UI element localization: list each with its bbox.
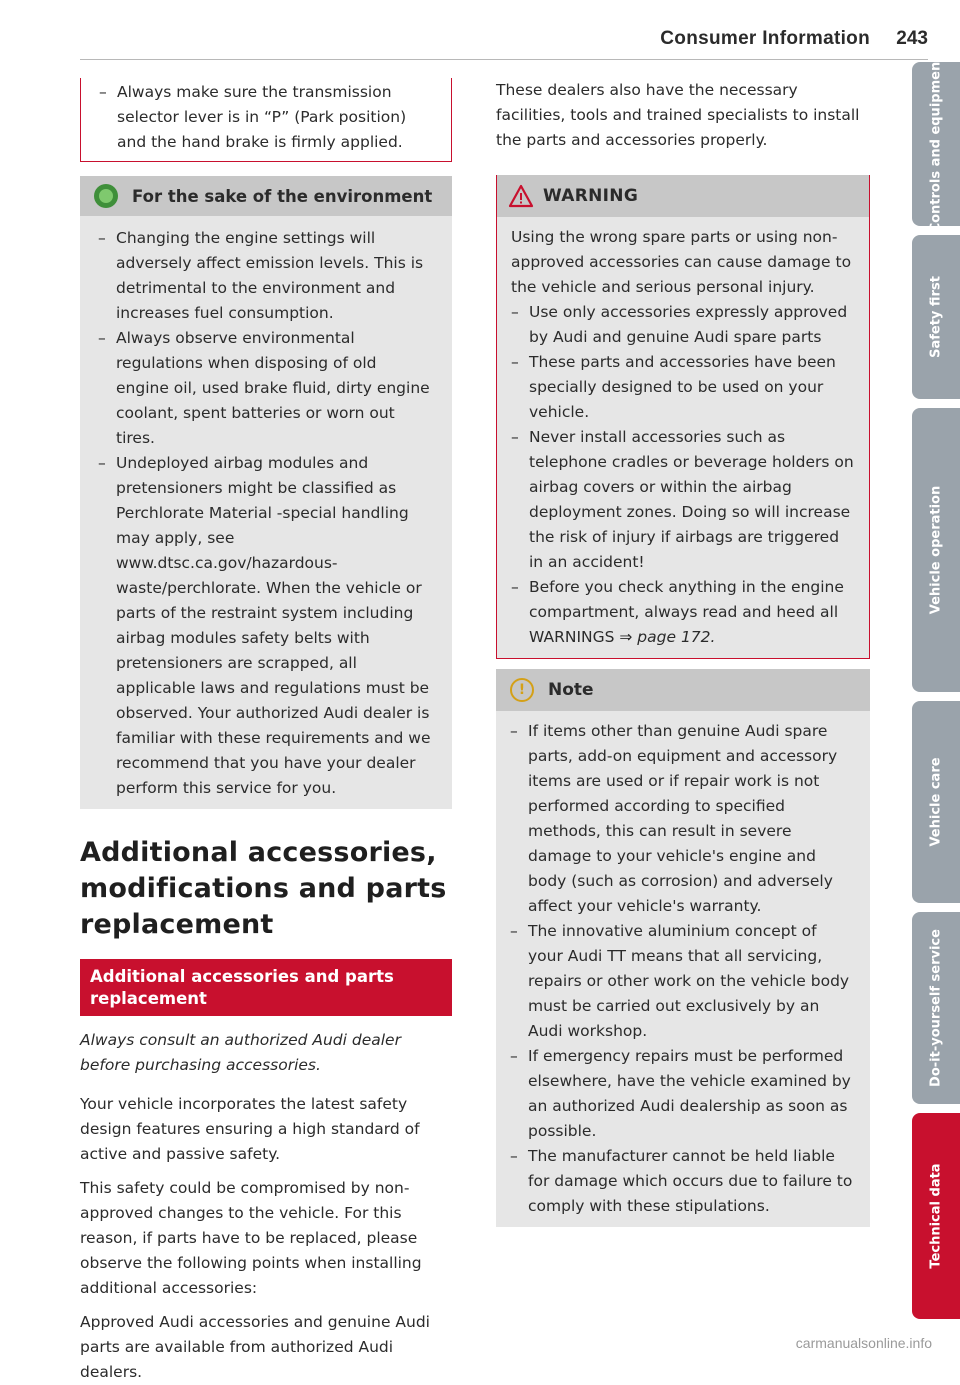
list-item: – Before you check anything in the engine compartment, always read and heed all WARNINGS ⇒ page 172. [511, 578, 844, 646]
header-rule [80, 59, 928, 60]
subsection-heading: Additional accessories and parts replacement [80, 959, 452, 1016]
page-header [80, 22, 928, 52]
environment-leaf-icon [94, 184, 118, 208]
environment-body [80, 216, 452, 809]
warning-triangle-icon [509, 185, 533, 207]
side-tab-do-it-yourself[interactable]: Do-it-yourself service [912, 912, 960, 1104]
right-column [496, 78, 870, 1227]
section-title: Consumer Information [660, 28, 870, 49]
body-paragraph: Your vehicle incorporates the latest safety design features ensuring a high standard of active and passive safety. [80, 1095, 420, 1163]
intro-paragraph: These dealers also have the necessary facilities, tools and trained specialists to install the parts and accessories properly. [496, 81, 860, 149]
note-box [496, 669, 870, 1227]
list-item: – Always observe environmental regulations when disposing of old engine oil, used brake fluid, dirty engine coolant, spent batteries or worn out tires. [98, 329, 430, 447]
list-item: – If emergency repairs must be performed elsewhere, have the vehicle examined by an authorized Audi dealership as soon as possible. [510, 1047, 851, 1140]
list-item: – Always make sure the transmission selector lever is in “P” (Park position) and the hand brake is firmly applied. [99, 83, 407, 151]
note-body [496, 711, 870, 1227]
body-paragraph: Approved Audi accessories and genuine Audi parts are available from authorized Audi dealers. [80, 1313, 430, 1381]
body-paragraph: This safety could be compromised by non-approved changes to the vehicle. For this reason, if parts have to be replaced, please observe the following points when installing additional accessories: [80, 1179, 422, 1297]
side-tab-vehicle-operation[interactable]: Vehicle operation [912, 408, 960, 692]
side-tab-vehicle-care[interactable]: Vehicle care [912, 701, 960, 903]
warning-body [497, 217, 869, 658]
environment-box [80, 176, 452, 809]
page-reference-link[interactable]: ⇒ page 172. [619, 628, 716, 646]
lead-paragraph: Always consult an authorized Audi dealer before purchasing accessories. [80, 1031, 401, 1074]
list-item: – Undeployed airbag modules and pretensioners might be classified as Perchlorate Material -special handling may apply, see www.dtsc.ca.gov/hazardous-waste/perchlorate. When the vehicle or parts of the restraint system including airbag modules safety belts with pretensioners are scrapped, all applicable laws and regulations must be observed. Your authorized Audi dealer is familiar with these requirements and we recommend that you have your dealer perform this service for you. [98, 454, 431, 797]
environment-title: For the sake of the environment [132, 186, 433, 206]
list-item: – The manufacturer cannot be held liable for damage which occurs due to failure to comply with these stipulations. [510, 1147, 853, 1215]
warning-text: Using the wrong spare parts or using non-approved accessories can cause damage to the vehicle and serious personal injury. [511, 228, 852, 296]
exclamation-circle-icon: ! [510, 678, 534, 702]
note-title: Note [548, 680, 594, 700]
warning-header [497, 175, 869, 217]
warning-box [496, 175, 870, 659]
section-heading: Additional accessories, modifications and parts replacement [80, 837, 447, 940]
page-number: 243 [896, 28, 928, 49]
side-tab-controls[interactable]: Controls and equipment [912, 62, 960, 226]
footer-watermark: carmanualsonline.info [795, 1335, 932, 1351]
side-tab-technical-data[interactable]: Technical data [912, 1113, 960, 1319]
list-item: – Never install accessories such as telephone cradles or beverage holders on airbag covers or within the airbag deployment zones. Doing so will increase the risk of injury if airbags are triggered in an accident! [511, 428, 854, 571]
note-header [496, 669, 870, 711]
list-item: – The innovative aluminium concept of your Audi TT means that all servicing, repairs or other work on the vehicle body must be carried out exclusively by an Audi workshop. [510, 922, 850, 1040]
side-tab-safety[interactable]: Safety first [912, 235, 960, 399]
list-item: – Use only accessories expressly approved by Audi and genuine Audi spare parts [511, 303, 848, 346]
environment-header [80, 176, 452, 216]
caution-continuation-box [80, 78, 452, 162]
left-column [80, 78, 452, 1385]
list-item: – If items other than genuine Audi spare parts, add-on equipment and accessory items are used or if repair work is not performed according to specified methods, this can result in severe damage to your vehicle's engine and body (such as corrosion) and adversely affect your vehicle's warranty. [510, 722, 838, 915]
list-item: – Changing the engine settings will adversely affect emission levels. This is detrimental to the environment and increases fuel consumption. [98, 229, 424, 322]
list-item: – These parts and accessories have been specially designed to be used on your vehicle. [511, 353, 836, 421]
warning-title: WARNING [543, 186, 639, 206]
